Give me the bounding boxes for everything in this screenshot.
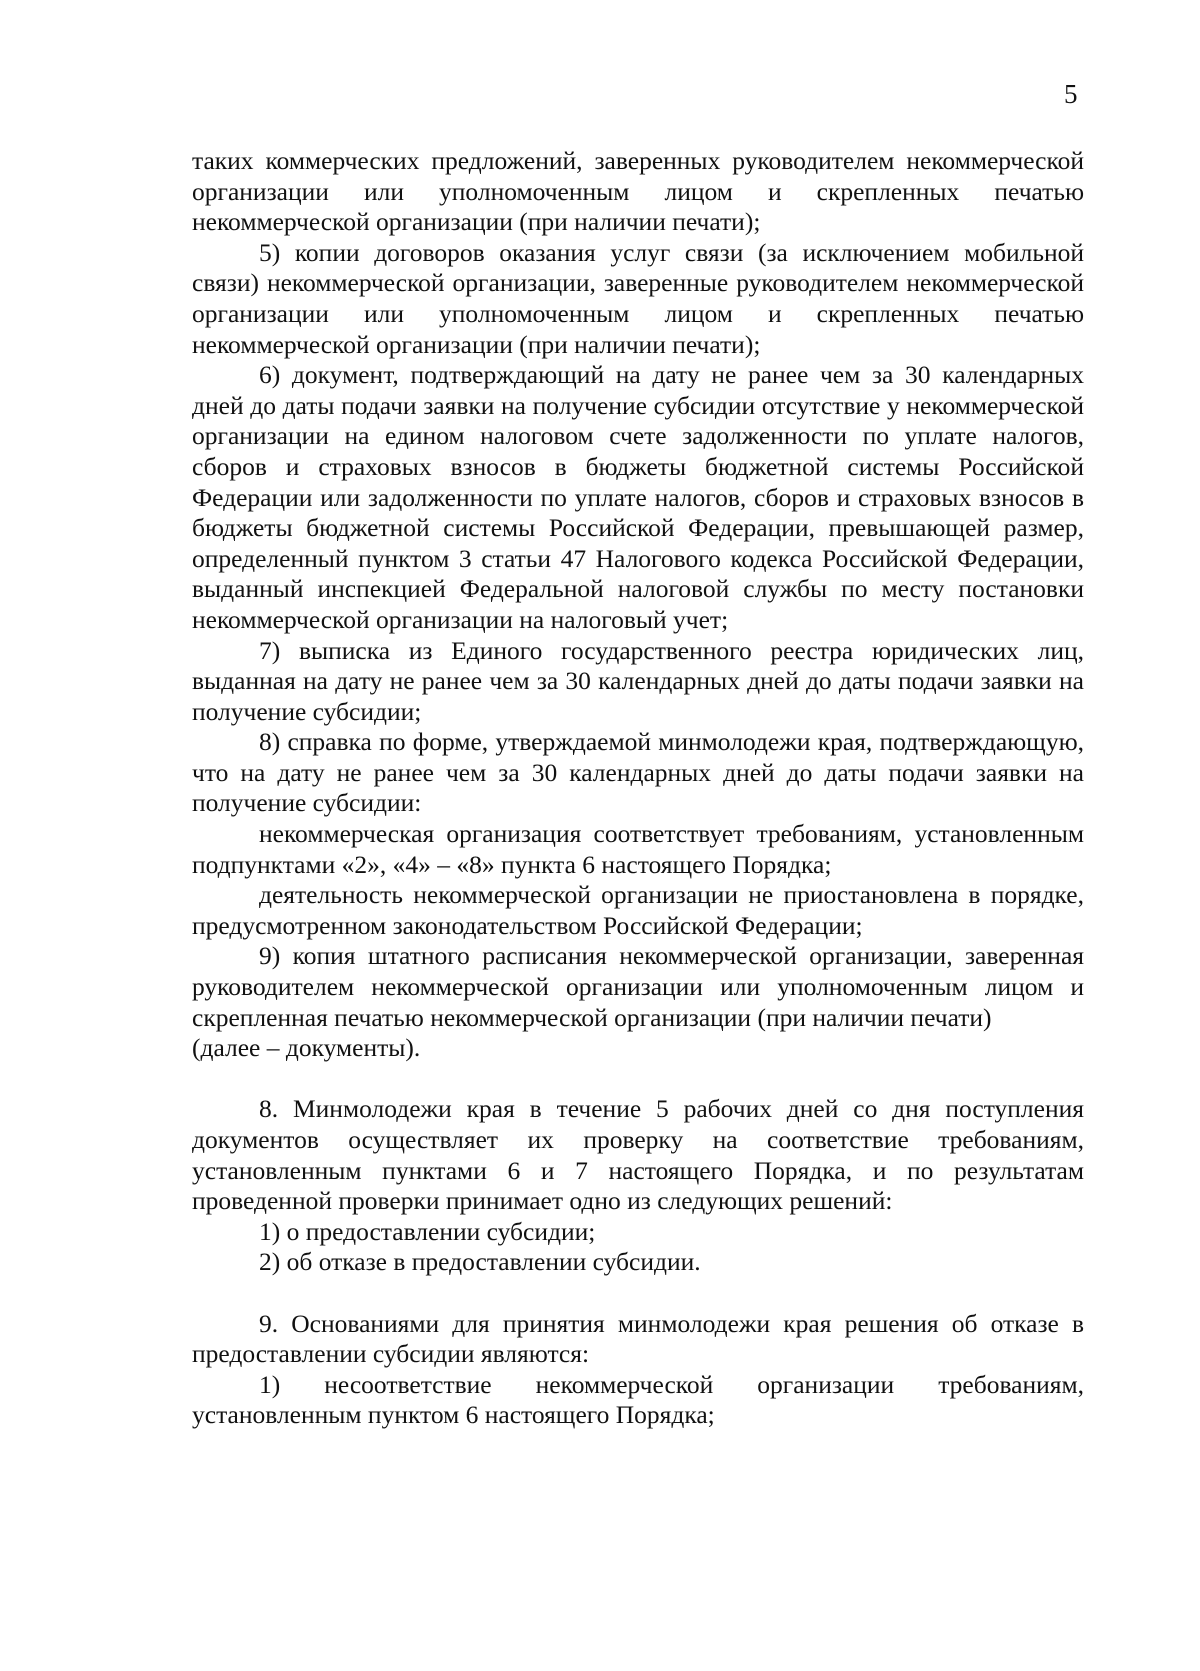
list-item-8-condition-1: некоммерческая организация соответствует требованиям, установленным подпунктами «2», «4» – «8» пункта 6 настоящего Порядка; <box>192 819 1084 879</box>
list-item-8: 8) справка по форме, утверждаемой минмолодежи края, подтверждающую, что на дату не ранее чем за 30 календарных дней до даты подачи заявки на получение субсидии: <box>192 727 1084 818</box>
documents-definition: (далее – документы). <box>192 1033 421 1063</box>
list-item-8-condition-2: деятельность некоммерческой организации не приостановлена в порядке, предусмотренном законодательством Российской Федерации; <box>192 880 1084 940</box>
list-item-7: 7) выписка из Единого государственного реестра юридических лиц, выданная на дату не ранее чем за 30 календарных дней до даты подачи заявки на получение субсидии; <box>192 635 1084 726</box>
section-9-paragraph: 9. Основаниями для принятия минмолодежи края решения об отказе в предоставлении субсидии являются: <box>192 1308 1084 1369</box>
decision-option-1: 1) о предоставлении субсидии; <box>259 1216 596 1246</box>
decision-option-2: 2) об отказе в предоставлении субсидии. <box>259 1247 701 1277</box>
page-number: 5 <box>1064 79 1078 109</box>
list-item-9: 9) копия штатного расписания некоммерческой организации, заверенная руководителем некоммерческой организации или уполномоченным лицом и скрепленная печатью некоммерческой организации (при наличии печати) <box>192 941 1084 1032</box>
section-8-paragraph: 8. Минмолодежи края в течение 5 рабочих дней со дня поступления документов осуществляет их проверку на соответствие требованиям, установленным пунктами 6 и 7 настоящего Порядка, и по результатам проведенной проверки принимает одно из следующих решений: <box>192 1094 1084 1216</box>
list-item-5: 5) копии договоров оказания услуг связи (за исключением мобильной связи) некоммерческой организации, заверенные руководителем некоммерческой организации или уполномоченным лицом и скрепленных печатью некоммерческой организации (при наличии печати); <box>192 237 1084 359</box>
list-item-6: 6) документ, подтверждающий на дату не ранее чем за 30 календарных дней до даты подачи заявки на получение субсидии отсутствие у некоммерческой организации на едином налоговом счете задолженности по уплате налогов, сборов и страховых взносов в бюджеты бюджетной системы Российской Федерации или задолженности по уплате налогов, сборов и страховых взносов в бюджеты бюджетной системы Российской Федерации, превышающей размер, определенный пунктом 3 статьи 47 Налогового кодекса Российской Федерации, выданный инспекцией Федеральной налоговой службы по месту постановки некоммерческой организации на налоговый учет; <box>192 360 1084 634</box>
paragraph-continuation: таких коммерческих предложений, заверенных руководителем некоммерческой организации или уполномоченным лицом и скрепленных печатью некоммерческой организации (при наличии печати); <box>192 146 1084 237</box>
document-body <box>192 146 1084 1431</box>
refusal-ground-1: 1) несоответствие некоммерческой организации требованиям, установленным пунктом 6 настоящего Порядка; <box>192 1369 1084 1430</box>
